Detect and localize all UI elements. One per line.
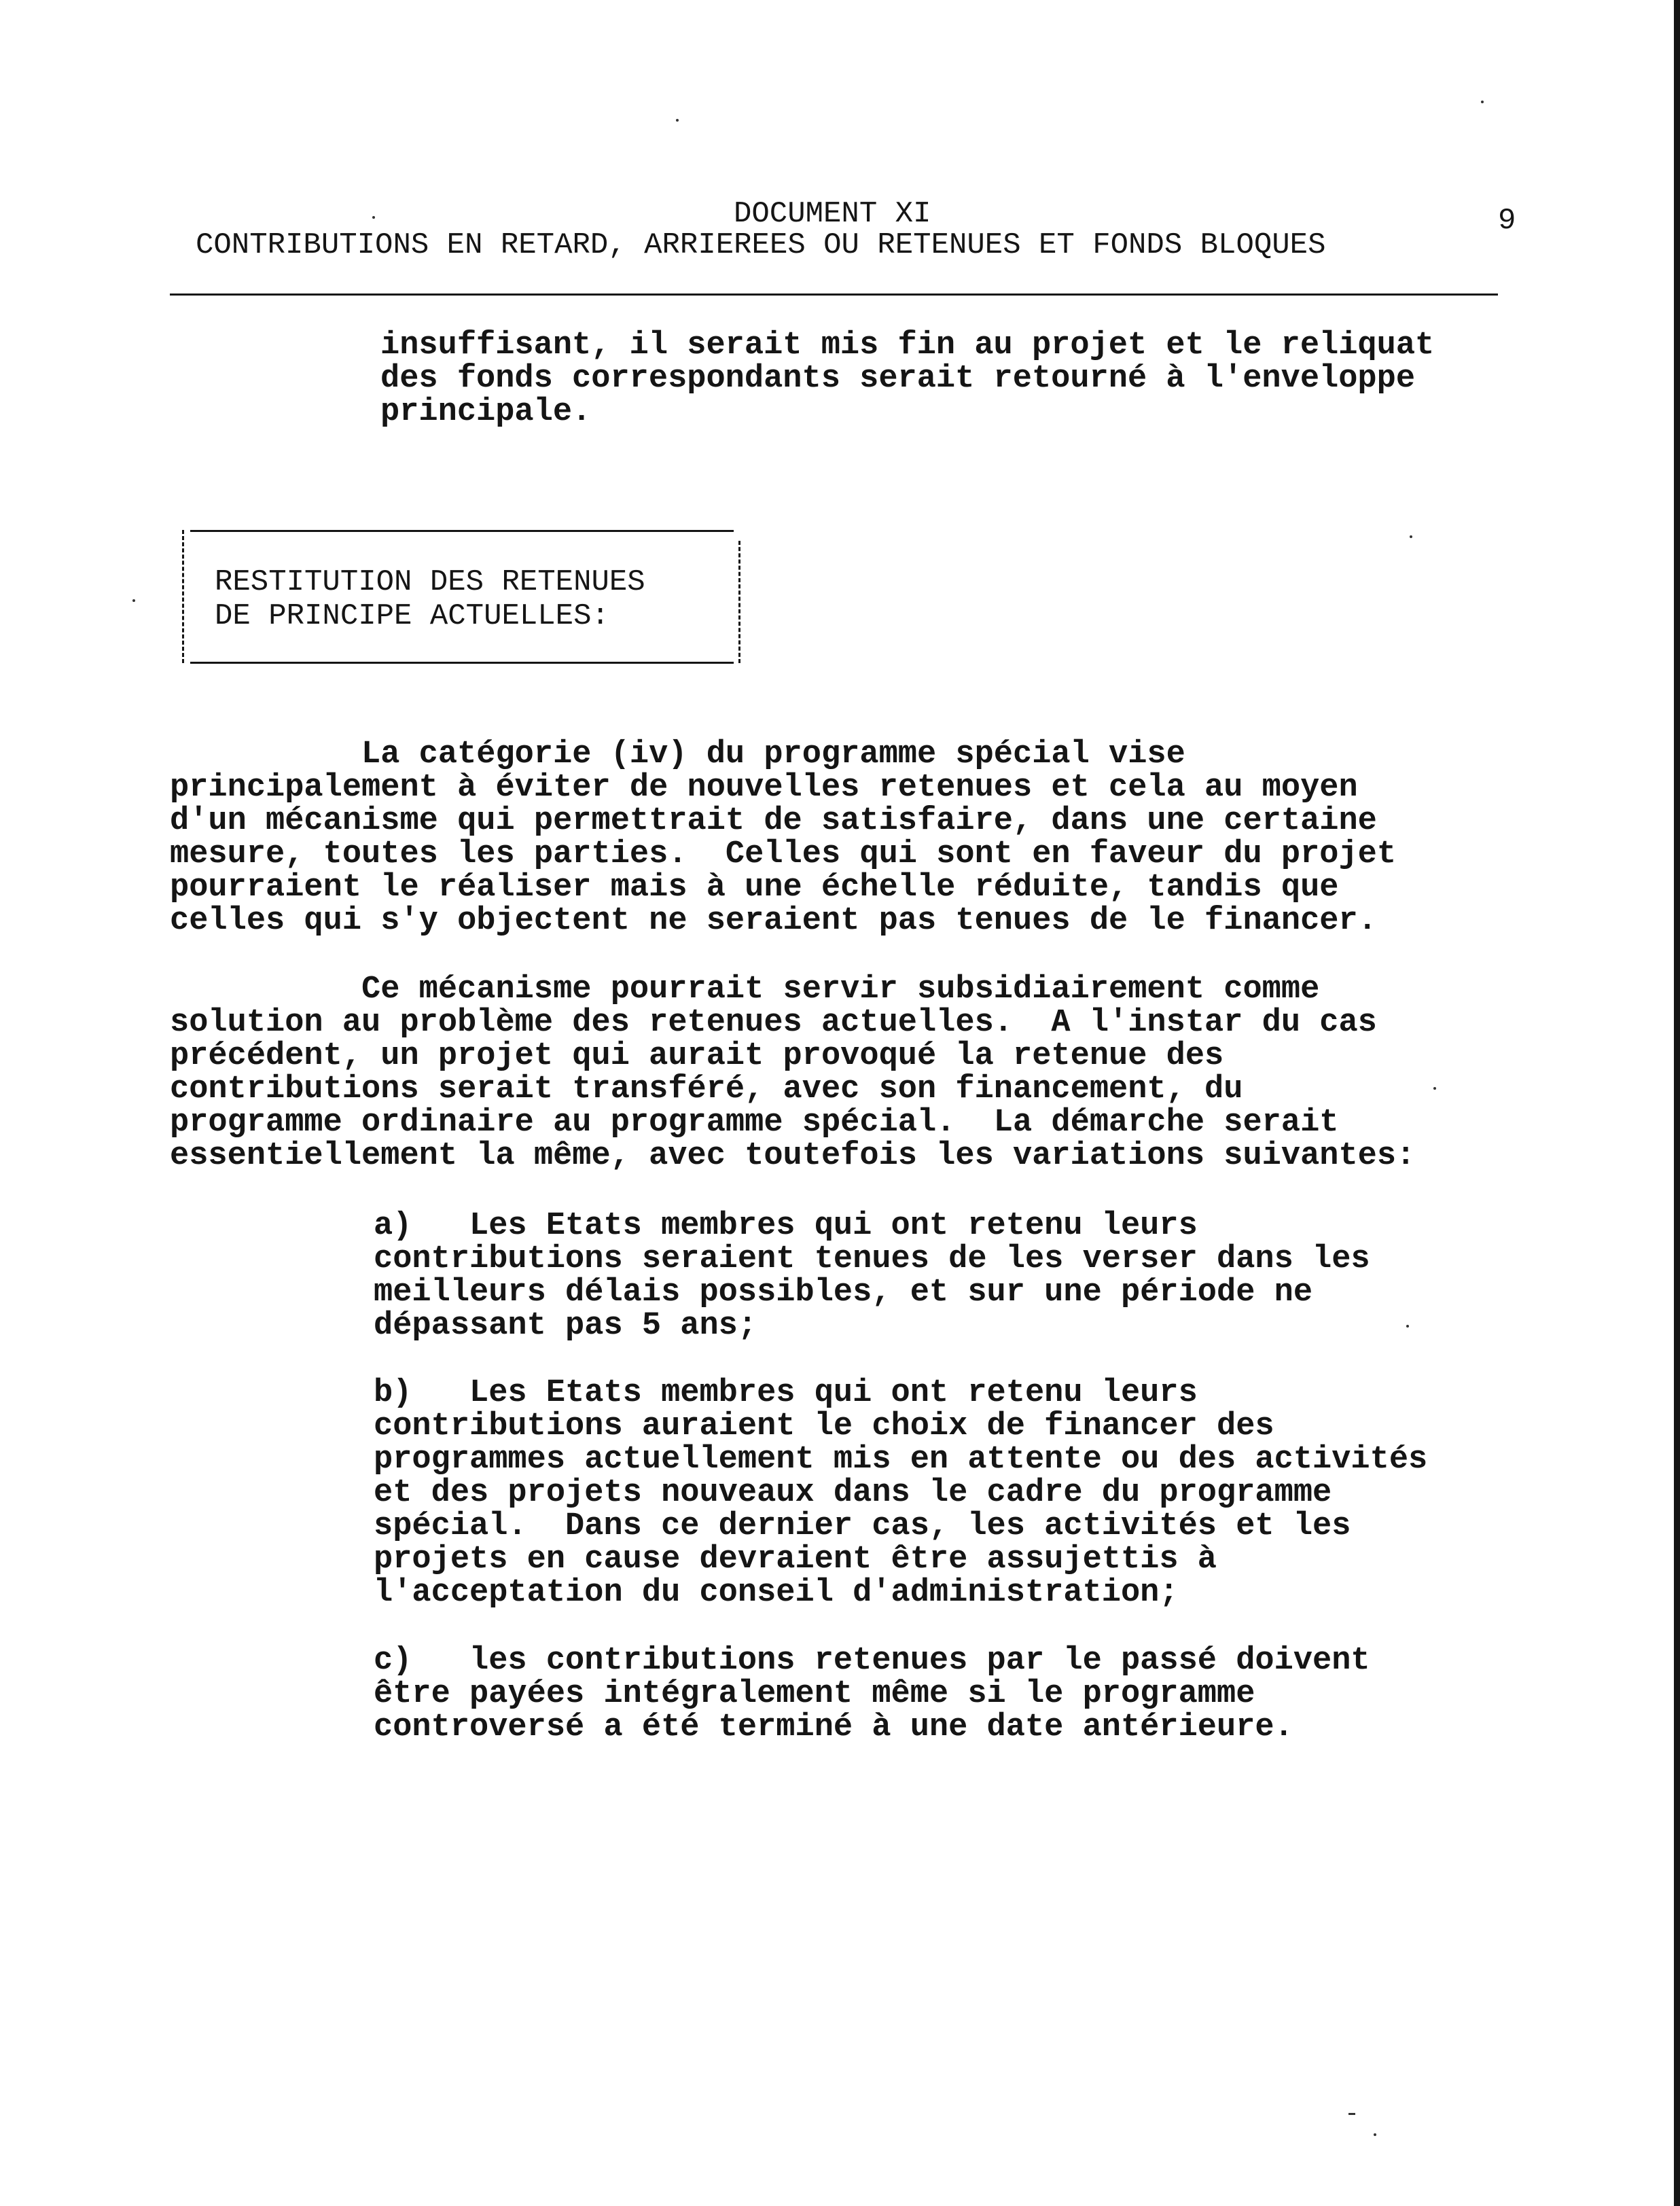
document-title: DOCUMENT XI <box>734 197 931 231</box>
body-paragraph-1: La catégorie (iv) du programme spécial vise principalement à éviter de nouvelles retenues et cela au moyen d'un mécanisme qui permettrait de satisfaire, dans une certaine mesure, toutes les parties. Celles qui sont en faveur du projet pourraient le réaliser mais à une échelle réduite, tandis que celles qui s'y objectent ne seraient pas tenues de le financer. <box>170 736 1397 939</box>
header-divider <box>170 293 1498 296</box>
scan-speck <box>372 216 375 219</box>
list-item-c: c) les contributions retenues par le passé doivent être payées intégralement même si le programme controversé a été terminé à une date antérieure. <box>374 1643 1370 1745</box>
intro-paragraph: insuffisant, il serait mis fin au projet et le reliquat des fonds correspondants serait retourné à l'enveloppe principale. <box>380 327 1435 430</box>
scan-speck <box>1374 2133 1376 2136</box>
box-border-bottom <box>190 662 734 664</box>
page-number: 9 <box>1498 204 1516 238</box>
section-heading: RESTITUTION DES RETENUES DE PRINCIPE ACTUELLES: <box>215 565 645 633</box>
body-paragraph-2: Ce mécanisme pourrait servir subsidiairement comme solution au problème des retenues actuelles. A l'instar du cas précédent, un projet qui aurait provoqué la retenue des contributions serait transféré, avec son financement, du programme ordinaire au programme spécial. La démarche serait essentiellement la même, avec toutefois les variations suivantes: <box>170 972 1416 1174</box>
scan-speck <box>1406 1325 1409 1328</box>
box-border-right <box>738 541 740 663</box>
scan-speck <box>1348 2113 1355 2115</box>
document-subtitle: CONTRIBUTIONS EN RETARD, ARRIEREES OU RETENUES ET FONDS BLOQUES <box>196 228 1326 262</box>
section-heading-box <box>182 530 740 663</box>
scan-speck <box>132 599 135 602</box>
list-item-b: b) Les Etats membres qui ont retenu leurs contributions auraient le choix de financer des programmes actuellement mis en attente ou des activités et des projets nouveaux dans le cadre du programme spécial. Dans ce dernier cas, les activités et les projets en cause devraient être assujettis à l'acceptation du conseil d'administration; <box>374 1375 1428 1611</box>
scan-speck <box>676 119 679 122</box>
scan-speck <box>1481 101 1484 103</box>
box-border-left <box>182 530 184 663</box>
scan-speck <box>1433 1087 1436 1090</box>
scan-edge-bar <box>1674 0 1680 2206</box>
scan-speck <box>1410 535 1412 538</box>
box-border-top <box>190 530 734 532</box>
list-item-a: a) Les Etats membres qui ont retenu leurs contributions seraient tenues de les verser dans les meilleurs délais possibles, et sur une période ne dépassant pas 5 ans; <box>374 1208 1370 1344</box>
